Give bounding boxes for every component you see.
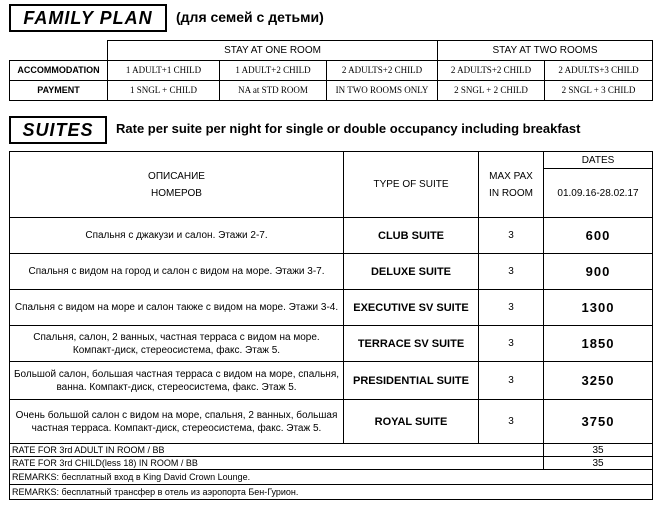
stay-one-room-header: STAY AT ONE ROOM bbox=[108, 41, 438, 61]
payment-cell: 2 SNGL + 3 CHILD bbox=[545, 80, 653, 100]
suite-description: Спальня с видом на море и салон также с видом на море. Этажи 3-4. bbox=[10, 290, 344, 326]
extra-rate-label: RATE FOR 3rd ADULT IN ROOM / BB bbox=[10, 444, 544, 457]
suite-type: TERRACE SV SUITE bbox=[344, 326, 479, 362]
suite-type: ROYAL SUITE bbox=[344, 400, 479, 444]
suite-rate: 900 bbox=[544, 254, 653, 290]
remark-text: REMARKS: бесплатный вход в King David Crown Lounge. bbox=[10, 470, 653, 485]
suite-description: Спальня с видом на город и салон с видом на море. Этажи 3-7. bbox=[10, 254, 344, 290]
suite-max-pax: 3 bbox=[479, 400, 544, 444]
suite-row bbox=[10, 400, 653, 444]
remark-row bbox=[10, 470, 653, 485]
description-header bbox=[10, 152, 344, 218]
family-plan-table bbox=[9, 40, 653, 101]
suite-type: DELUXE SUITE bbox=[344, 254, 479, 290]
extra-rate-value: 35 bbox=[544, 457, 653, 470]
stay-two-rooms-header: STAY AT TWO ROOMS bbox=[438, 41, 653, 61]
suite-description: Большой салон, большая частная терраса с видом на море, спальня, ванна. Компакт-диск, стереосистема, факс. Этаж 5. bbox=[10, 362, 344, 400]
suites-header-row bbox=[10, 152, 653, 169]
suite-max-pax: 3 bbox=[479, 290, 544, 326]
family-plan-title: FAMILY PLAN bbox=[9, 4, 167, 32]
extra-rate-label: RATE FOR 3rd CHILD(less 18) IN ROOM / BB bbox=[10, 457, 544, 470]
extra-rate-row bbox=[10, 457, 653, 470]
suites-table bbox=[9, 151, 653, 500]
accommodation-cell: 2 ADULTS+2 CHILD bbox=[438, 60, 545, 80]
suite-rate: 600 bbox=[544, 218, 653, 254]
suites-title: SUITES bbox=[9, 116, 107, 144]
accommodation-cell: 2 ADULTS+3 CHILD bbox=[545, 60, 653, 80]
suite-rate: 1300 bbox=[544, 290, 653, 326]
accommodation-row bbox=[10, 60, 653, 80]
payment-cell: 2 SNGL + 2 CHILD bbox=[438, 80, 545, 100]
payment-cell: 1 SNGL + CHILD bbox=[108, 80, 220, 100]
accommodation-cell: 1 ADULT+2 CHILD bbox=[220, 60, 327, 80]
description-header-text: ОПИСАНИЕ НОМЕРОВ bbox=[148, 170, 205, 199]
suite-row bbox=[10, 326, 653, 362]
date-range: 01.09.16-28.02.17 bbox=[544, 169, 653, 218]
accommodation-cell: 2 ADULTS+2 CHILD bbox=[327, 60, 438, 80]
family-plan-subtitle: (для семей с детьми) bbox=[176, 9, 324, 25]
extra-rate-value: 35 bbox=[544, 444, 653, 457]
max-pax-header bbox=[479, 152, 544, 218]
suite-max-pax: 3 bbox=[479, 326, 544, 362]
payment-row bbox=[10, 80, 653, 100]
family-plan-header-row bbox=[10, 41, 653, 61]
suite-description: Очень большой салон с видом на море, спальня, 2 ванных, большая частная терраса. Компакт-диск, стереосистема, факс. Этаж 5. bbox=[10, 400, 344, 444]
payment-cell: NA at STD ROOM bbox=[220, 80, 327, 100]
type-header: TYPE OF SUITE bbox=[344, 152, 479, 218]
accommodation-cell: 1 ADULT+1 CHILD bbox=[108, 60, 220, 80]
suite-type: PRESIDENTIAL SUITE bbox=[344, 362, 479, 400]
empty-cell bbox=[10, 41, 108, 61]
suite-type: EXECUTIVE SV SUITE bbox=[344, 290, 479, 326]
suite-row bbox=[10, 218, 653, 254]
payment-cell: IN TWO ROOMS ONLY bbox=[327, 80, 438, 100]
suite-row bbox=[10, 254, 653, 290]
suite-rate: 3750 bbox=[544, 400, 653, 444]
remark-row bbox=[10, 485, 653, 500]
suites-subtitle: Rate per suite per night for single or double occupancy including breakfast bbox=[116, 121, 581, 136]
extra-rate-row bbox=[10, 444, 653, 457]
max-pax-header-text: MAX PAX IN ROOM bbox=[489, 170, 533, 199]
suite-rate: 1850 bbox=[544, 326, 653, 362]
accommodation-label: ACCOMMODATION bbox=[10, 60, 108, 80]
suite-rate: 3250 bbox=[544, 362, 653, 400]
suite-type: CLUB SUITE bbox=[344, 218, 479, 254]
suite-max-pax: 3 bbox=[479, 218, 544, 254]
suite-description: Спальня, салон, 2 ванных, частная терраса с видом на море. Компакт-диск, стереосистема, факс. Этаж 5. bbox=[10, 326, 344, 362]
suite-description: Спальня с джакузи и салон. Этажи 2-7. bbox=[10, 218, 344, 254]
suite-row bbox=[10, 362, 653, 400]
dates-header: DATES bbox=[544, 152, 653, 169]
suite-max-pax: 3 bbox=[479, 362, 544, 400]
suite-max-pax: 3 bbox=[479, 254, 544, 290]
payment-label: PAYMENT bbox=[10, 80, 108, 100]
remark-text: REMARKS: бесплатный трансфер в отель из аэропорта Бен-Гурион. bbox=[10, 485, 653, 500]
suite-row bbox=[10, 290, 653, 326]
